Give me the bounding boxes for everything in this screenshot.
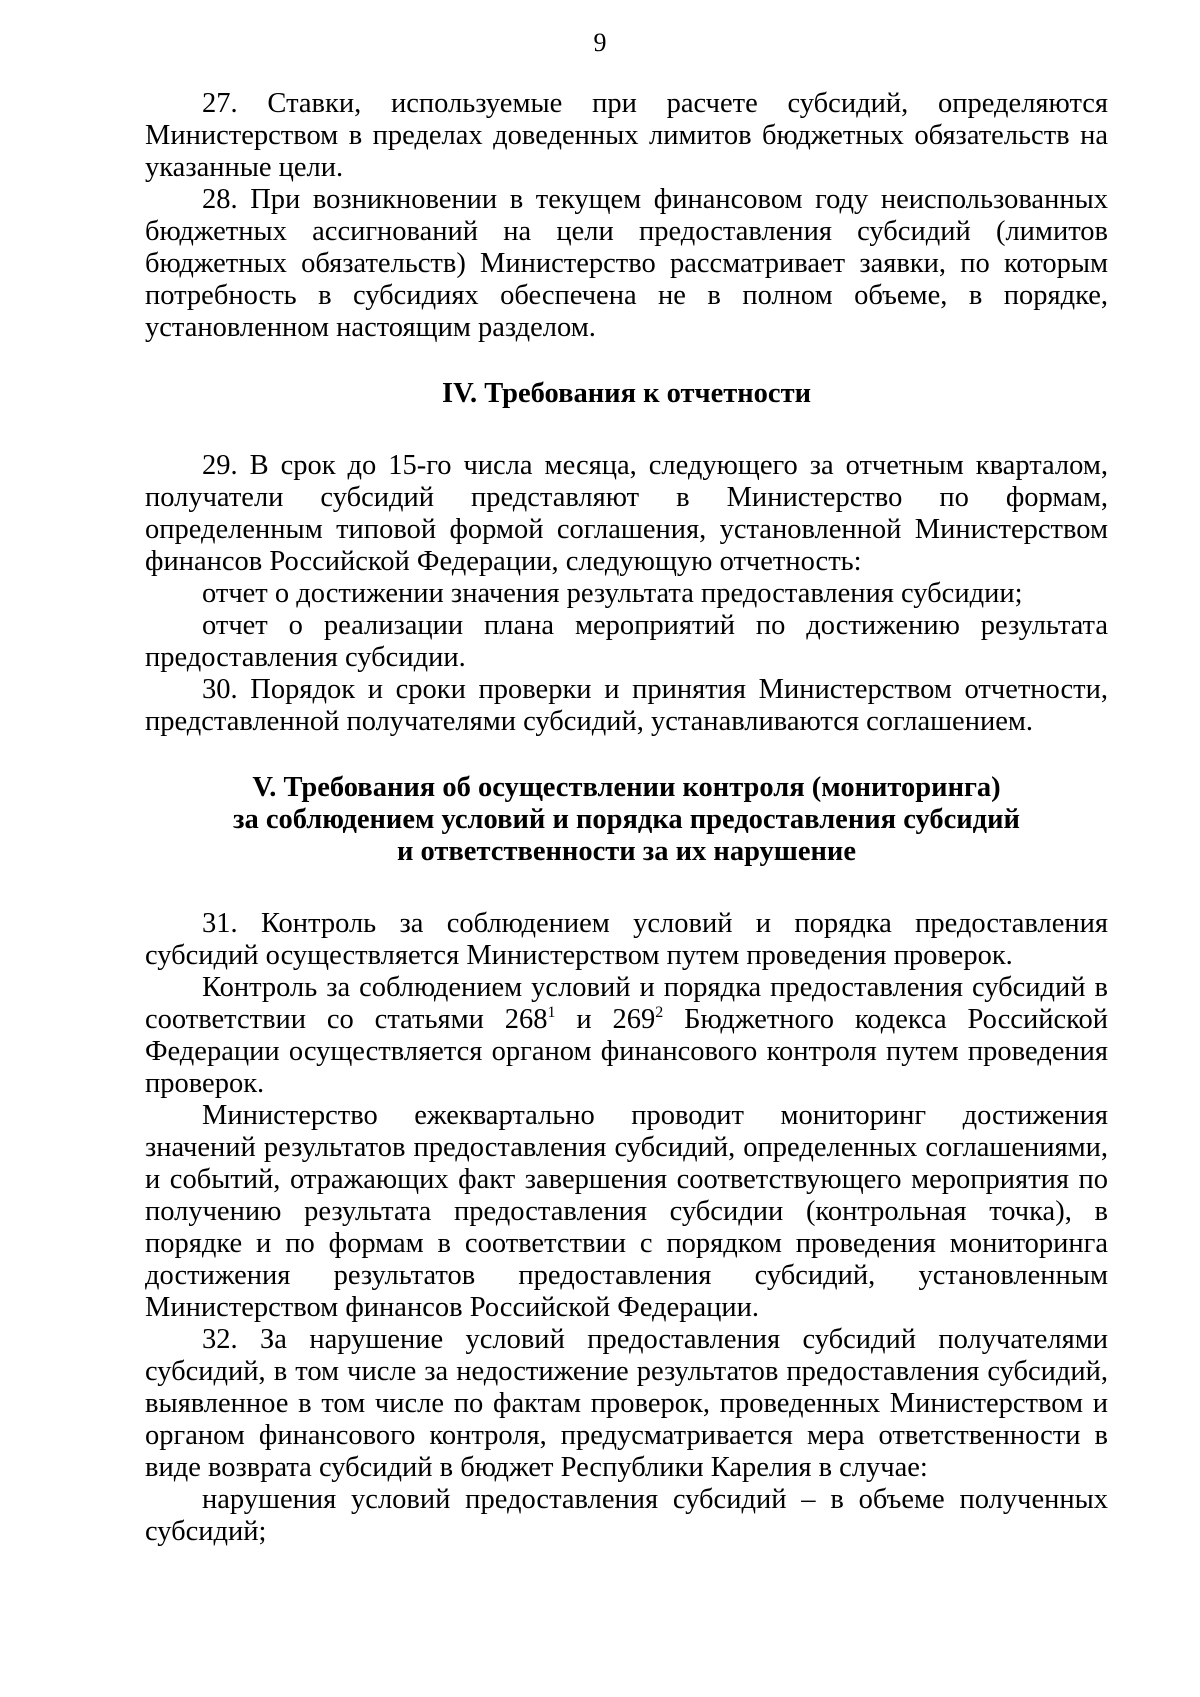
document-body — [145, 88, 1108, 1548]
paragraph-31-control — [145, 972, 1108, 1100]
paragraph-29-item-2: отчет о реализации плана мероприятий по достижению результата предоставления субсидии. — [145, 610, 1108, 673]
paragraph-31-monitoring: Министерство ежеквартально проводит мониторинг достижения значений результатов предоставления субсидий, определенных соглашениями, и событий, отражающих факт завершения соответствующего мероприятия по получению результата предоставления субсидии (контрольная точка), в порядке и по формам в соответствии с порядком проведения мониторинга достижения результатов предоставления субсидий, установленным Министерством финансов Российской Федерации. — [145, 1100, 1108, 1323]
section-5-heading-line-1: V. Требования об осуществлении контроля (мониторинга) — [252, 772, 1001, 803]
paragraph-28: 28. При возникновении в текущем финансовом году неиспользованных бюджетных ассигнований на цели предоставления субсидий (лимитов бюджетных обязательств) Министерство рассматривает заявки, по которым потребность в субсидиях обеспечена не в полном объеме, в порядке, установленном настоящим разделом. — [145, 184, 1108, 343]
paragraph-32-item-1: нарушения условий предоставления субсидий – в объеме полученных субсидий; — [145, 1484, 1108, 1547]
section-4-heading: IV. Требования к отчетности — [442, 378, 811, 409]
paragraph-30: 30. Порядок и сроки проверки и принятия Министерством отчетности, представленной получателями субсидий, устанавливаются соглашением. — [145, 674, 1108, 737]
paragraph-29-item-1: отчет о достижении значения результата предоставления субсидии; — [202, 578, 1023, 609]
paragraph-31-control-text-3: Бюджетного кодекса Российской Федерации осуществляется органом финансового контроля путем проведения проверок. — [145, 1004, 1108, 1099]
paragraph-32: 32. За нарушение условий предоставления субсидий получателями субсидий, в том числе за недостижение результатов предоставления субсидий, выявленное в том числе по фактам проверок, проведенных Министерством и органом финансового контроля, предусматривается мера ответственности в виде возврата субсидий в бюджет Республики Карелия в случае: — [145, 1324, 1108, 1483]
page-number: 9 — [593, 28, 607, 57]
paragraph-27: 27. Ставки, используемые при расчете субсидий, определяются Министерством в пределах доведенных лимитов бюджетных обязательств на указанные цели. — [145, 88, 1108, 183]
section-5-heading-line-2: за соблюдением условий и порядка предоставления субсидий — [233, 804, 1020, 835]
paragraph-31-control-text-2: и 269 — [555, 1004, 656, 1035]
article-269-superscript: 2 — [655, 1004, 664, 1021]
section-5-heading — [145, 772, 1108, 868]
paragraph-31-control-text-1: Контроль за соблюдением условий и порядка предоставления субсидий в соответствии со статьями 268 — [145, 972, 1108, 1035]
section-5-heading-line-3: и ответственности за их нарушение — [396, 836, 856, 867]
paragraph-31: 31. Контроль за соблюдением условий и порядка предоставления субсидий осуществляется Министерством путем проведения проверок. — [145, 908, 1108, 971]
article-268-superscript: 1 — [547, 1004, 556, 1021]
paragraph-29: 29. В срок до 15-го числа месяца, следующего за отчетным кварталом, получатели субсидий представляют в Министерство по формам, определенным типовой формой соглашения, установленной Министерством финансов Российской Федерации, следующую отчетность: — [145, 450, 1108, 577]
